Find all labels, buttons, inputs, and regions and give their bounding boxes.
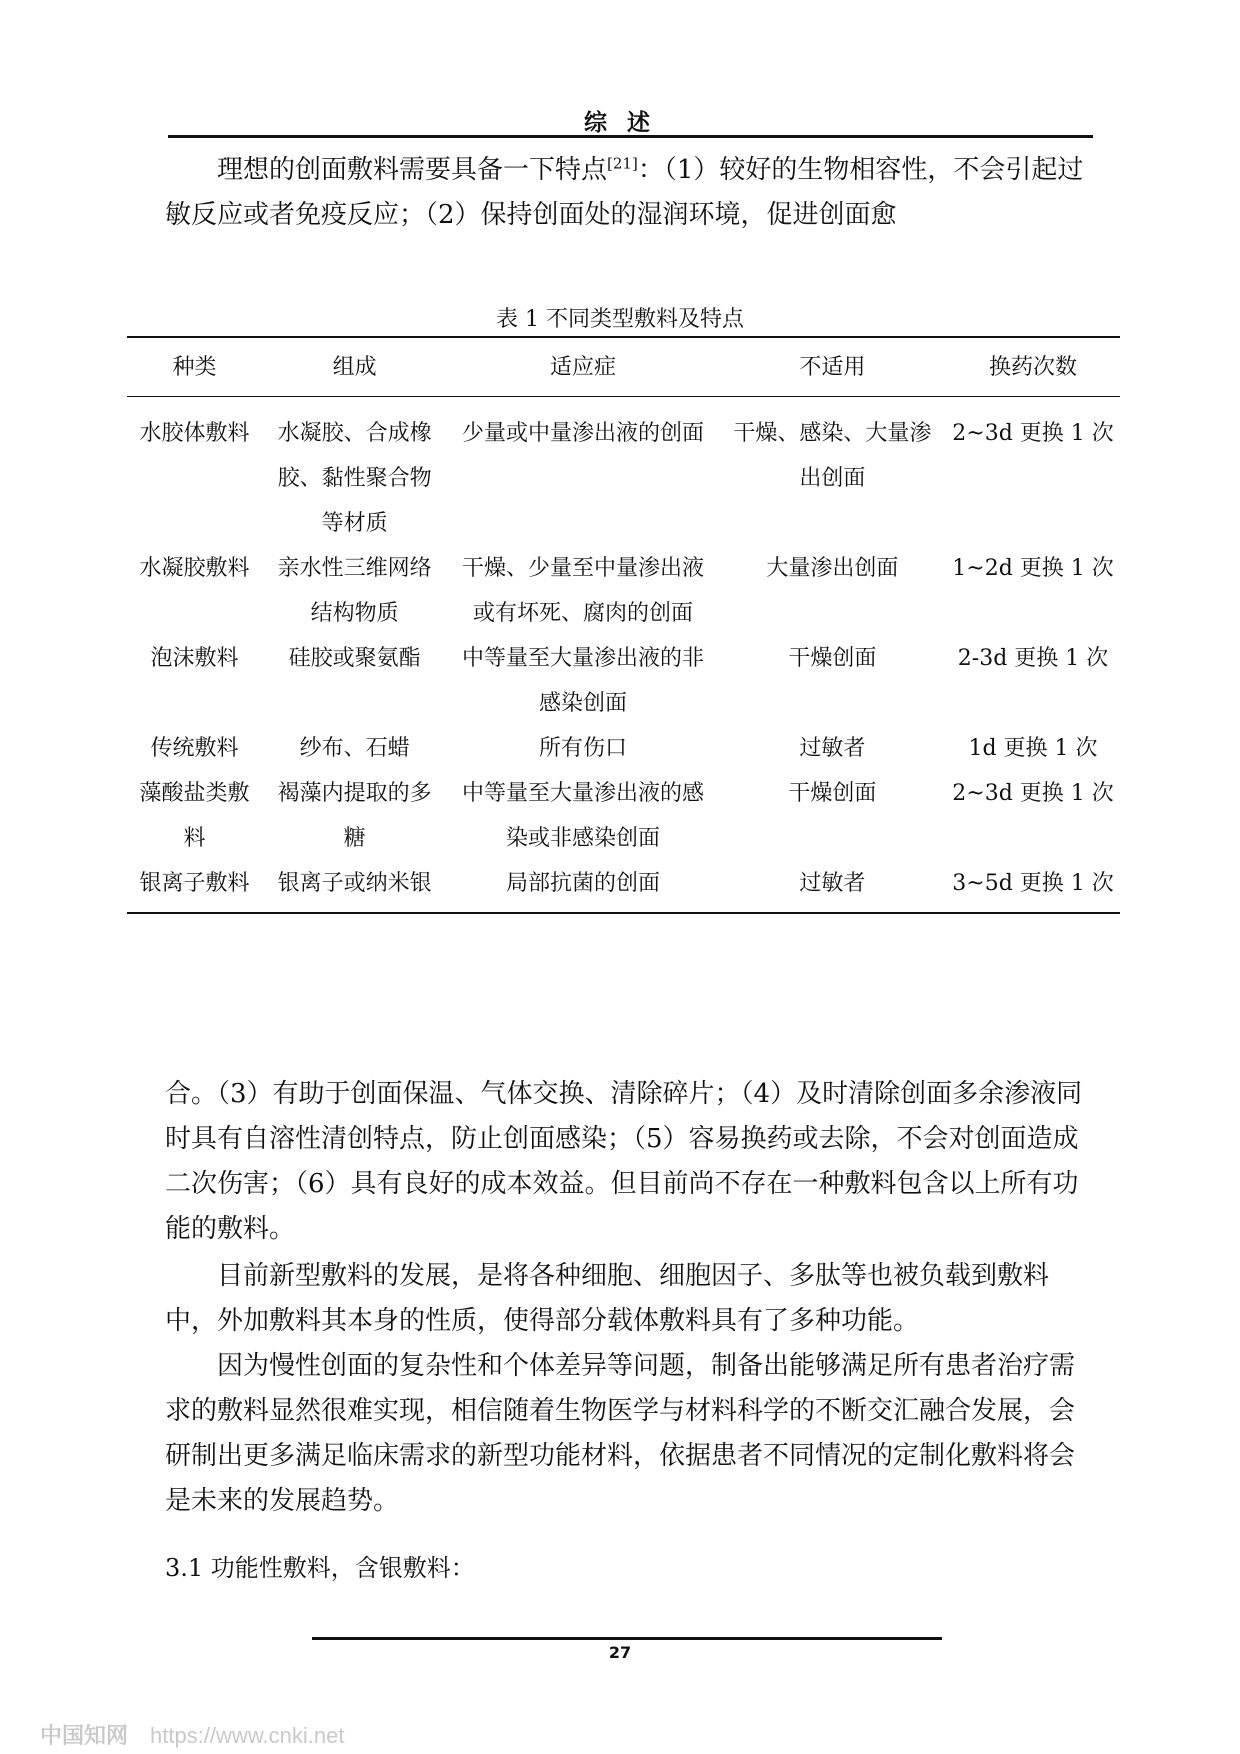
watermark [40, 1719, 344, 1750]
running-header-title: 综 述 [583, 110, 656, 136]
page-number: 27 [608, 1643, 632, 1662]
table-cell: 2~3d 更换 1 次 [952, 421, 1114, 446]
header-cell: 种类 [127, 337, 262, 397]
table-cell: 褐藻内提取的多糖 [277, 781, 432, 851]
table-cell: 过敏者 [719, 861, 946, 913]
citation-ref: [21] [607, 154, 638, 173]
dressing-table [127, 336, 1120, 914]
table-cell: 传统敷料 [150, 736, 239, 761]
watermark-url: https://www.cnki.net [150, 1723, 345, 1748]
body-paragraph-1: 合。（3）有助于创面保温、气体交换、清除碎片；（4）及时清除创面多余渗液同时具有自溶性清创特点，防止创面感染；（5）容易换药或去除，不会对创面造成二次伤害；（6）具有良好的成本效益。但目前尚不存在一种敷料包含以上所有功能的敷料。 [165, 1079, 1083, 1244]
body-paragraph-2 [165, 1254, 1100, 1344]
body-paragraph-3 [165, 1344, 1100, 1524]
table-cell: 局部抗菌的创面 [447, 861, 718, 913]
table-cell: 水凝胶敷料 [139, 556, 250, 581]
table-cell: 亲水性三维网络结构物质 [277, 556, 432, 626]
table-cell: 干燥、少量至中量渗出液或有坏死、腐肉的创面 [462, 556, 705, 626]
intro-text: 理想的创面敷料需要具备一下特点 [217, 155, 608, 185]
table-cell: 中等量至大量渗出液的非感染创面 [462, 646, 705, 716]
table-cell: 干燥创面 [788, 646, 877, 671]
table-cell: 过敏者 [799, 736, 866, 761]
table-row [127, 861, 1120, 913]
table-cell: 纱布、石蜡 [299, 736, 410, 761]
table-cell: 1~2d 更换 1 次 [952, 556, 1114, 581]
header-cell: 组成 [262, 337, 448, 397]
table-cell: 1d 更换 1 次 [968, 736, 1098, 761]
table-row [127, 546, 1120, 636]
table-row [127, 726, 1120, 771]
table-header-row [127, 337, 1120, 397]
table-cell: 3~5d 更换 1 次 [946, 861, 1120, 913]
table-cell: 2~3d 更换 1 次 [952, 781, 1114, 806]
table-cell: 大量渗出创面 [766, 556, 899, 581]
header-cell: 换药次数 [946, 337, 1120, 397]
watermark-brand: 中国知网 [40, 1723, 129, 1748]
table-cell: 银离子或纳米银 [262, 861, 448, 913]
table-row [127, 397, 1120, 547]
table-caption: 表 1 不同类型敷料及特点 [496, 307, 744, 332]
table-cell: 所有伤口 [539, 736, 628, 761]
table-cell: 少量或中量渗出液的创面 [462, 421, 705, 446]
table-row [127, 771, 1120, 861]
paragraph-text: 目前新型敷料的发展，是将各种细胞、细胞因子、多肽等也被负载到敷料中，外加敷料其本身的性质，使得部分载体敷料具有了多种功能。 [165, 1261, 1050, 1336]
table-cell: 水胶体敷料 [139, 421, 250, 446]
intro-rest: ：（1）较好的生物相容性，不会引起过敏反应或者免疫反应；（2）保持创面处的湿润环境，促进创面愈 [165, 155, 1084, 230]
table-cell: 中等量至大量渗出液的感染或非感染创面 [462, 781, 705, 851]
table-cell: 2-3d 更换 1 次 [957, 646, 1109, 671]
table-cell: 硅胶或聚氨酯 [288, 646, 421, 671]
table-cell: 藻酸盐类敷料 [139, 781, 250, 851]
table-cell: 水凝胶、合成橡胶、黏性聚合物等材质 [277, 421, 432, 536]
intro-paragraph [165, 148, 1100, 238]
table-cell: 干燥、感染、大量渗出创面 [733, 421, 932, 491]
table-cell: 银离子敷料 [127, 861, 262, 913]
table-cell: 干燥创面 [788, 781, 877, 806]
table-row [127, 636, 1120, 726]
paragraph-text: 因为慢性创面的复杂性和个体差异等问题，制备出能够满足所有患者治疗需求的敷料显然很难实现，相信随着生物医学与材料科学的不断交汇融合发展，会研制出更多满足临床需求的新型功能材料，依据患者不同情况的定制化敷料将会是未来的发展趋势。 [165, 1351, 1076, 1516]
header-cell: 不适用 [719, 337, 946, 397]
footer-rule [312, 1637, 942, 1640]
section-heading: 3.1 功能性敷料，含银敷料： [165, 1554, 475, 1582]
header-cell: 适应症 [447, 337, 718, 397]
header-rule [168, 135, 1093, 138]
table-cell: 泡沫敷料 [150, 646, 239, 671]
